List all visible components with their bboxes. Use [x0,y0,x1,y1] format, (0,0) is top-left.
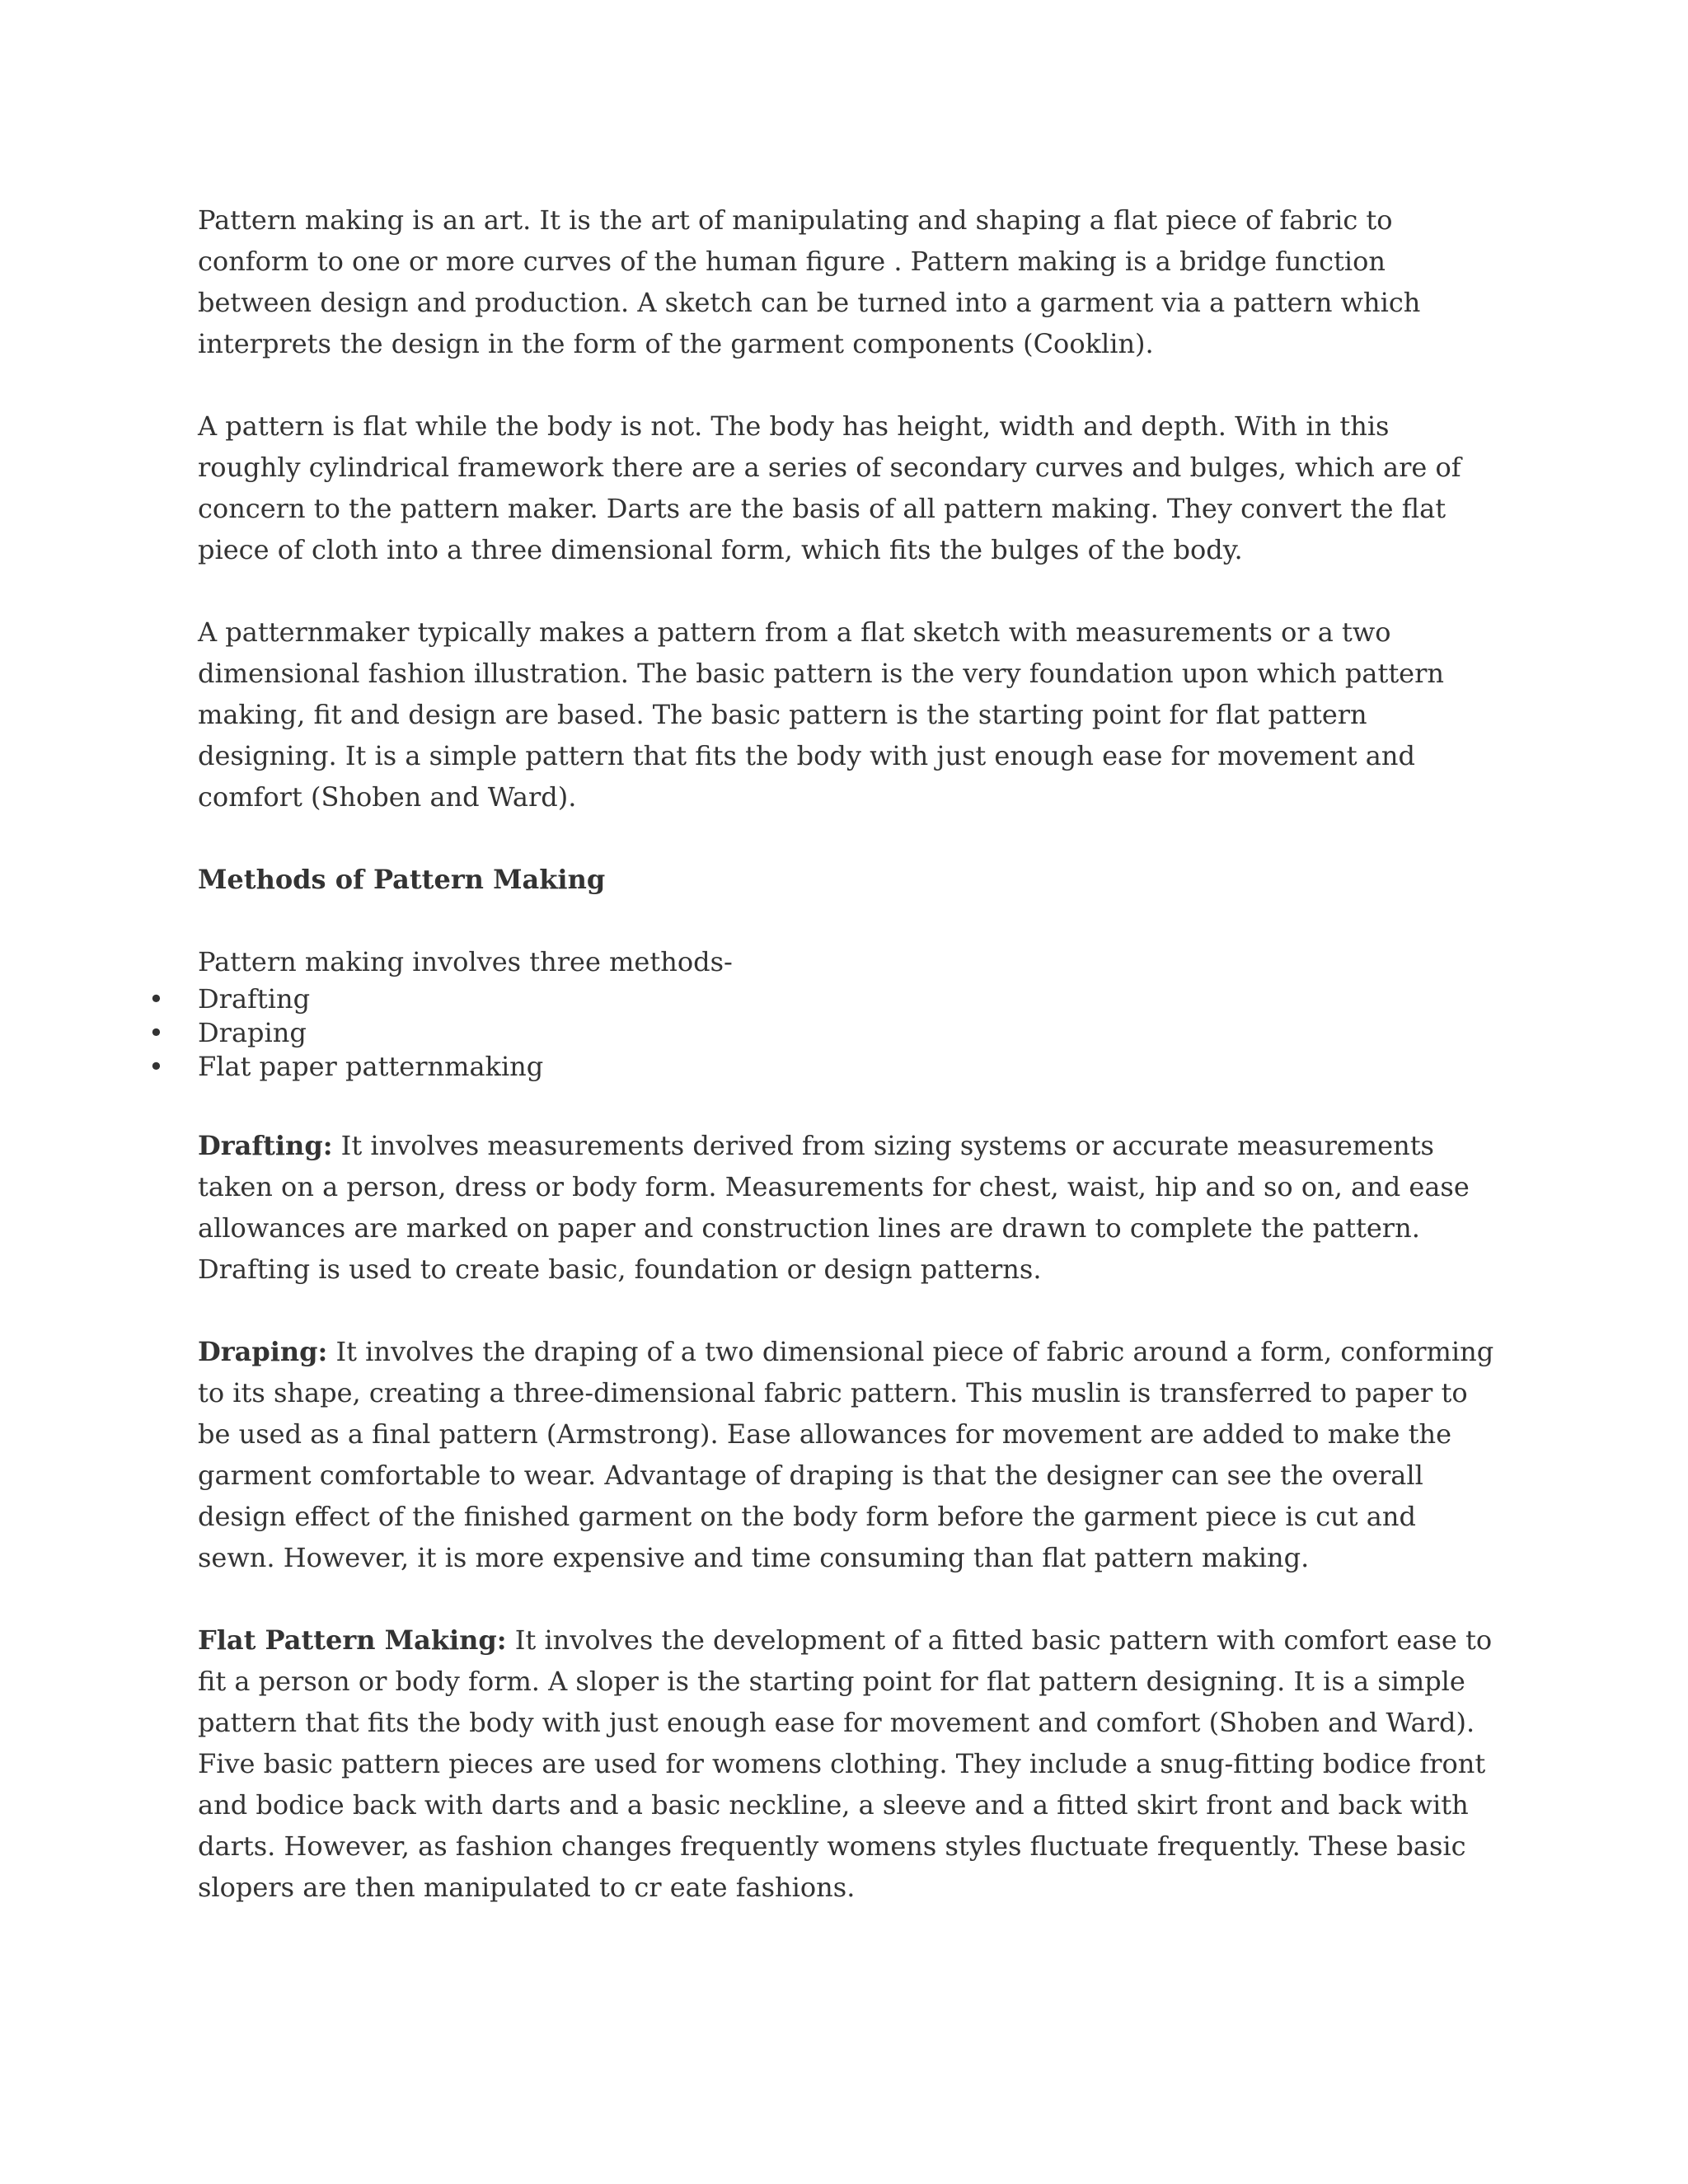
methods-list-intro: Pattern making involves three methods- [198,946,733,977]
paragraph-intro: Pattern making is an art. It is the art of manipulating and shaping a flat piece of fabric to conform to one or more curves of the human figure . Pattern making is a bridge function between design and production. A sketch can be turned into a garment via a pattern which interprets the design in the form of the garment components (Cooklin). [198,204,1421,359]
paragraph-draping [198,1331,1500,1578]
term-flat-pattern: Flat Pattern Making: [198,1624,507,1656]
section-heading-methods: Methods of Pattern Making [198,864,606,895]
methods-list [148,982,1500,1084]
paragraph-drafting [198,1125,1500,1290]
list-item-label: Flat paper patternmaking [198,1051,544,1082]
bullet-icon: • [148,983,164,1015]
flat-pattern-text: It involves the development of a fitted basic pattern with comfort ease to fit a person or body form. A sloper is the starting point for flat pattern designing. It is a simple pattern that fits the body with just enough ease for movement and comfort (Shoben and Ward). Five basic pattern pieces are used for womens clothing. They include a snug-fitting bodice front and bodice back with darts and a basic neckline, a sleeve and a fitted skirt front and back with darts. However, as fashion changes frequently womens styles fluctuate frequently. These basic slopers are then manipulated to cr eate fashions. [198,1624,1493,1903]
drafting-text: It involves measurements derived from sizing systems or accurate measurements taken on a person, dress or body form. Measurements for chest, waist, hip and so on, and ease allowances are marked on paper and construction lines are drawn to complete the pattern. Drafting is used to create basic, foundation or design patterns. [198,1130,1470,1285]
paragraph-patternmaker: A patternmaker typically makes a pattern from a flat sketch with measurements or a two dimensional fashion illustration. The basic pattern is the very foundation upon which pattern making, fit and design are based. The basic pattern is the starting point for flat pattern designing. It is a simple pattern that fits the body with just enough ease for movement and comfort (Shoben and Ward). [198,616,1445,813]
list-item [148,1016,1500,1050]
list-item-label: Draping [198,1017,307,1048]
list-item-label: Drafting [198,983,311,1015]
paragraph-flat-pattern [198,1619,1500,1908]
bullet-icon: • [148,1051,164,1082]
term-draping: Draping: [198,1336,328,1367]
list-item [148,982,1500,1016]
paragraph-flat-vs-body: A pattern is flat while the body is not. The body has height, width and depth. With in this roughly cylindrical framework there are a series of secondary curves and bulges, which are of concern to the pattern maker. Darts are the basis of all pattern making. They convert the flat piece of cloth into a three dimensional form, which fits the bulges of the body. [198,410,1461,565]
draping-text: It involves the draping of a two dimensional piece of fabric around a form, conforming to its shape, creating a three-dimensional fabric pattern. This muslin is transferred to paper to be used as a final pattern (Armstrong). Ease allowances for movement are added to make the garment comfortable to wear. Advantage of draping is that the designer can see the overall design effect of the finished garment on the body form before the garment piece is cut and sewn. However, it is more expensive and time consuming than flat pattern making. [198,1336,1494,1573]
document-body [148,199,1500,1949]
term-drafting: Drafting: [198,1130,333,1161]
bullet-icon: • [148,1017,164,1048]
list-item [148,1050,1500,1084]
